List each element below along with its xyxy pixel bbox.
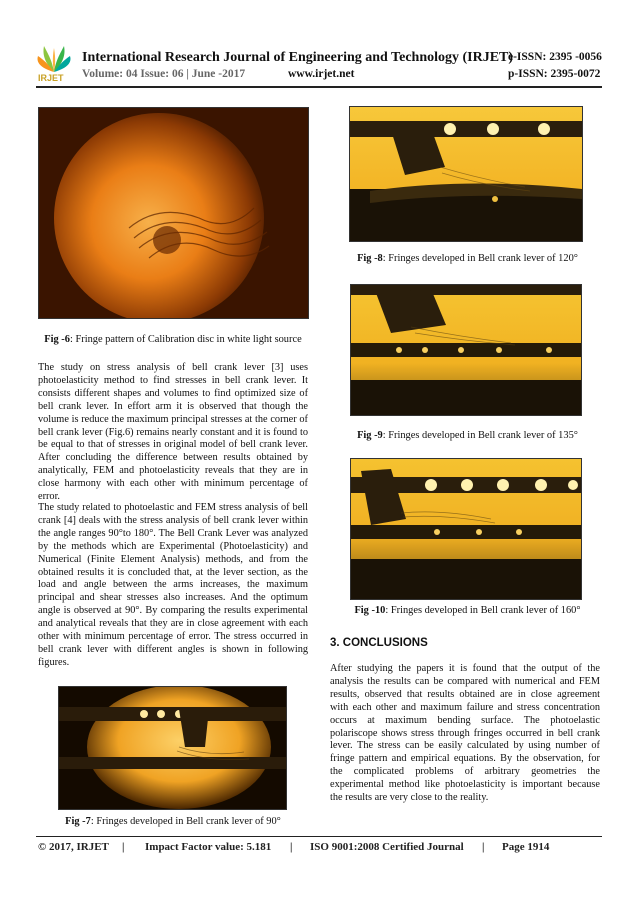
body-paragraph-2: The study related to photoelastic and FEM stress analysis of bell crank [4] deals with the stress analysis of bell crank lever within the angle ranges 90°to 180°. The Bell Crank Lever was analyzed by the methods which are Experimental (Photoelasticity) and Numerical (Finite Element Analysis) methods, and from the obtained results it is concluded that, at the lever section, as the load and angle between the arms increases, the maximum principal and shear stresses also increases. And the optimum angle is observed at 90°. By comparing the results experimental and analytical reveals that they are in close agreement with each other with minimum percentage of error. The stress occurred in bell crank lever with different angles is shown in following figures. <box>38 502 308 668</box>
volume-issue: Volume: 04 Issue: 06 | June -2017 <box>82 68 246 80</box>
footer-copyright: © 2017, IRJET <box>38 841 109 853</box>
p-issn: p-ISSN: 2395-0072 <box>508 68 601 80</box>
fig9-caption: Fig -9: Fringes developed in Bell crank lever of 135° <box>357 430 578 441</box>
conclusions-heading: 3. CONCLUSIONS <box>330 637 428 649</box>
journal-title: International Research Journal of Engineering and Technology (IRJET) <box>82 50 514 65</box>
fig8-photo <box>349 106 583 242</box>
footer-divider <box>36 836 602 837</box>
e-issn: e-ISSN: 2395 -0056 <box>508 51 602 63</box>
fig9-photo <box>350 284 582 416</box>
website-link[interactable]: www.irjet.net <box>288 68 355 80</box>
header-divider <box>36 86 602 88</box>
fig10-photo <box>350 458 582 600</box>
footer-impact-factor: Impact Factor value: 5.181 <box>145 841 272 853</box>
fig8-caption: Fig -8: Fringes developed in Bell crank lever of 120° <box>357 253 578 264</box>
body-paragraph-1: The study on stress analysis of bell crank lever [3] uses photoelasticity method to find stresses in bell crank lever. It consists different shapes and volumes to find optimized size of bell crank lever. In effort arm it is observed that though the volume is reduce the maximum principal stresses at the corner of bell crank lever (Fig.6) remains nearly constant and it is found to be equal to that of stresses in original model of bell crank lever. After concluding the difference between results obtained by analytically, FEM and photoelasticity reveals that they are in close harmony with each other with minimum percentage of error. <box>38 362 308 503</box>
footer-iso: ISO 9001:2008 Certified Journal <box>310 841 464 853</box>
footer-page-number: Page 1914 <box>502 841 550 853</box>
fig10-caption: Fig -10: Fringes developed in Bell crank lever of 160° <box>354 605 581 616</box>
fig7-photo <box>58 686 287 810</box>
logo-text: IRJET <box>38 73 64 83</box>
fig7-caption: Fig -7: Fringes developed in Bell crank lever of 90° <box>65 816 281 827</box>
conclusions-paragraph: After studying the papers it is found that the output of the analysis the results can be compared with numerical and FEM results, observed that results obtained are in close agreement with each other and maximum failure and stress concentration occurs at maximum bending surface. The photoelastic polariscope shows stress through fringes occurred in bell crank lever. The stress can be easily calculated by using number of fringe pattern and empirical equations. By the observation, for the complicated problems of arbitrary geometries the experimental method like photoelasticity is important because the results are very close to the reality. <box>330 663 600 804</box>
footer-separator: | <box>122 841 125 853</box>
leaf-logo-icon <box>36 44 72 74</box>
footer-separator: | <box>482 841 485 853</box>
fig6-caption: Fig -6: Fringe pattern of Calibration disc in white light source <box>44 334 302 345</box>
fig6-photo <box>38 107 309 319</box>
footer-separator: | <box>290 841 293 853</box>
